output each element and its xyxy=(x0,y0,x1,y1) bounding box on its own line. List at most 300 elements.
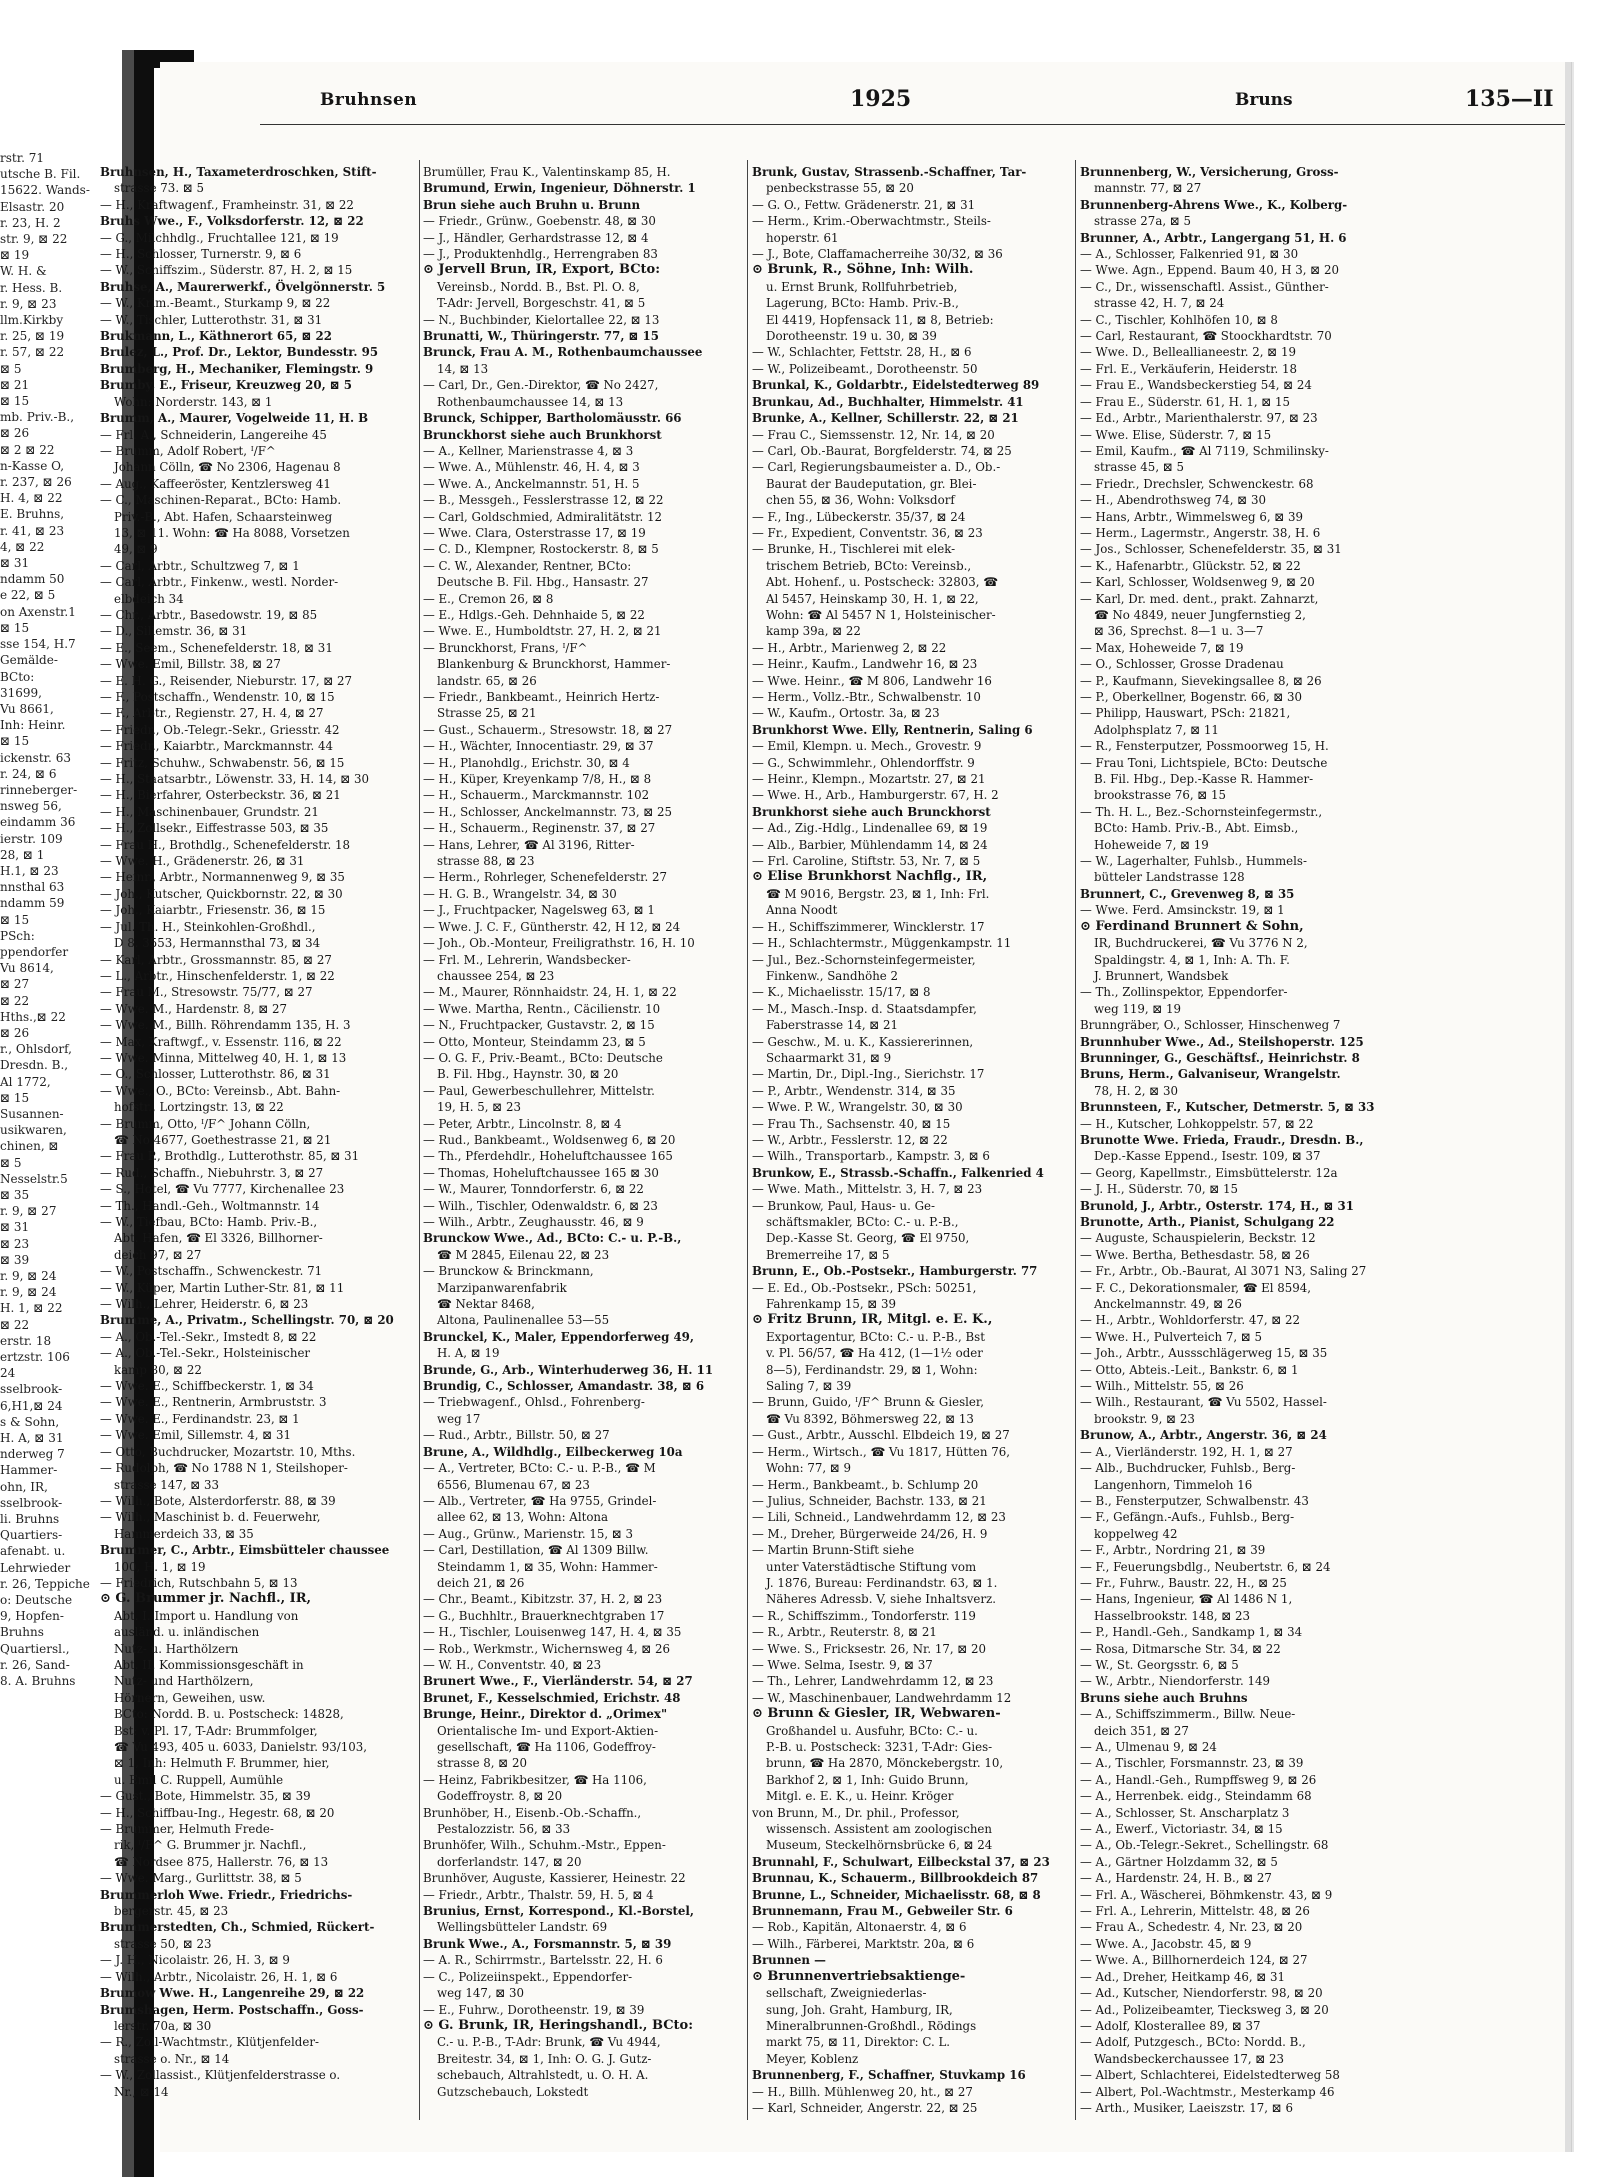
directory-entry: — E., Seem., Schenefelderstr. 18, ⊠ 31 xyxy=(100,640,333,655)
directory-entry: — Gust., Bote, Himmelstr. 35, ⊠ 39 xyxy=(100,1789,311,1804)
directory-entry: — Wwe. Minna, Mittelweg 40, H. 1, ⊠ 13 xyxy=(100,1050,347,1065)
prev-page-line: sse 154, H.7 xyxy=(0,637,76,652)
directory-entry-surname: Brunne, L., Schneider, Michaelisstr. 68, ⊠ 8 xyxy=(752,1887,1041,1902)
directory-entry: — A., Ob.-Telegr.-Sekret., Schellingstr. 68 xyxy=(1080,1838,1329,1853)
directory-entry: — B., Fensterputzer, Schwalbenstr. 43 xyxy=(1080,1493,1309,1508)
directory-entry: brookstrasse 76, ⊠ 15 xyxy=(1094,788,1227,803)
directory-entry-surname: Brumm, A., Maurer, Vogelweide 11, H. B xyxy=(100,411,369,426)
directory-entry: — Friedr., Bankbeamt., Heinrich Hertz- xyxy=(423,690,660,704)
prev-page-line: Susannen- xyxy=(0,1106,64,1121)
directory-entry: Wohn: ☎ Al 5457 N 1, Holsteinischer- xyxy=(766,607,996,622)
directory-entry: — Fr., Expedient, Conventstr. 36, ⊠ 23 xyxy=(752,525,983,540)
directory-entry: — E. Ed., Ob.-Postsekr., PSch: 50251, xyxy=(752,1280,977,1295)
directory-entry: ☎ Vu 8392, Böhmersweg 22, ⊠ 13 xyxy=(766,1411,974,1426)
directory-entry: Pestalozzistr. 56, ⊠ 33 xyxy=(437,1822,571,1837)
directory-entry: — Wwe. E., Rentnerin, Armbruststr. 3 xyxy=(100,1395,327,1410)
directory-entry-surname: Brumby, E., Friseur, Kreuzweg 20, ⊠ 5 xyxy=(100,378,353,393)
directory-entry: — Martin Brunn-Stift siehe xyxy=(752,1543,915,1558)
directory-entry: — Geschw., M. u. K., Kassiererinnen, xyxy=(752,1034,974,1049)
directory-entry: — Carl, Ob.-Baurat, Borgfelderstr. 74, ⊠ 25 xyxy=(752,443,1012,458)
directory-entry: — Albert, Schlachterei, Eidelstedterweg 58 xyxy=(1080,2068,1340,2083)
directory-entry: — Heinr., Arbtr., Normannenweg 9, ⊠ 35 xyxy=(100,870,345,885)
directory-entry: — W., Tischler, Lutterothstr. 31, ⊠ 31 xyxy=(100,312,323,327)
directory-entry: — Wwe. Marg., Gurlittstr. 38, ⊠ 5 xyxy=(100,1871,302,1886)
prev-page-line: Gemälde- xyxy=(0,653,58,668)
column-divider xyxy=(747,160,748,2120)
prev-page-line: str. 9, ⊠ 22 xyxy=(0,232,68,247)
directory-entry: H. A, ⊠ 19 xyxy=(437,1346,500,1361)
directory-entry: — Alb., Barbier, Mühlendamm 14, ⊠ 24 xyxy=(752,837,988,852)
directory-entry-surname: Bruns, Herm., Galvaniseur, Wrangelstr. xyxy=(1080,1067,1341,1082)
directory-entry: — Otto, Buchdrucker, Mozartstr. 10, Mths. xyxy=(100,1444,356,1459)
directory-entry: Großhandel u. Ausfuhr, BCto: C.- u. xyxy=(766,1723,978,1738)
directory-entry: — W., Schiffszim., Süderstr. 87, H. 2, ⊠ 15 xyxy=(100,263,353,278)
prev-page-line: ⊠ 21 xyxy=(0,377,30,392)
directory-entry: — Carl, Goldschmied, Admiralitätstr. 12 xyxy=(423,509,663,524)
directory-entry: Wellingsbütteler Landstr. 69 xyxy=(437,1920,608,1935)
directory-entry: dorferlandstr. 147, ⊠ 20 xyxy=(437,1854,582,1869)
directory-entry: Schaarmarkt 31, ⊠ 9 xyxy=(766,1050,892,1065)
directory-entry: — H., Staatsarbtr., Löwenstr. 33, H. 14, ⊠ 30 xyxy=(100,772,370,787)
prev-page-line: Lehrwieder xyxy=(0,1560,71,1575)
directory-entry-surname: Brunnsteen, F., Kutscher, Detmerstr. 5, ⊠ 33 xyxy=(1080,1100,1375,1115)
prev-page-line: Quartiers- xyxy=(0,1528,63,1543)
directory-entry: — Fr., Fuhrw., Baustr. 22, H., ⊠ 25 xyxy=(1080,1575,1287,1590)
directory-entry: — P., Handl.-Geh., Sandkamp 1, ⊠ 34 xyxy=(1080,1625,1303,1640)
directory-entry-surname: Brumund, Erwin, Ingenieur, Döhnerstr. 1 xyxy=(423,181,696,196)
directory-entry: — Wwe. Bertha, Bethesdastr. 58, ⊠ 26 xyxy=(1080,1247,1310,1262)
directory-entry: strasse 45, ⊠ 5 xyxy=(1094,460,1184,475)
directory-entry: Meyer, Koblenz xyxy=(766,2051,859,2066)
prev-page-line: llm.Kirkby xyxy=(0,313,64,328)
directory-column-4 xyxy=(1080,164,1400,2134)
prev-page-line: 6,H1,⊠ 24 xyxy=(0,1398,63,1413)
directory-entry: — A., Schlosser, St. Anscharplatz 3 xyxy=(1080,1805,1290,1820)
directory-entry: — Herm., Bankbeamt., b. Schlump 20 xyxy=(752,1477,979,1492)
prev-page-line: Nesselstr.5 xyxy=(0,1171,68,1186)
directory-entry: — K., Michaelisstr. 15/17, ⊠ 8 xyxy=(752,985,931,1000)
directory-entry: — W., Krim.-Beamt., Sturkamp 9, ⊠ 22 xyxy=(100,296,331,311)
directory-entry: — Carl, Arbtr., Finkenw., westl. Norder- xyxy=(100,575,339,590)
directory-entry: — Friedr., Arbtr., Thalstr. 59, H. 5, ⊠ 4 xyxy=(423,1887,654,1902)
directory-entry: Hoheweide 7, ⊠ 19 xyxy=(1094,837,1209,852)
directory-entry: — Carl, Regierungsbaumeister a. D., Ob.- xyxy=(752,460,1001,475)
prev-page-line: ierstr. 109 xyxy=(0,831,63,846)
directory-entry-surname: Brumüller, Frau K., Valentinskamp 85, H. xyxy=(423,165,671,179)
directory-entry: wissensch. Assistent am zoologischen xyxy=(766,1822,993,1837)
directory-entry: — W., Maschinenbauer, Landwehrdamm 12 xyxy=(752,1690,1012,1705)
directory-entry: — Arth., Musiker, Laeiszstr. 17, ⊠ 6 xyxy=(1080,2100,1293,2115)
directory-entry: — Otto, Monteur, Steindamm 23, ⊠ 5 xyxy=(423,1034,646,1049)
directory-entry: Mineralbrunnen-Großhdl., Rödings xyxy=(766,2018,977,2033)
directory-entry: — Wwe. Emil, Billstr. 38, ⊠ 27 xyxy=(100,657,281,672)
prev-page-line: s & Sohn, xyxy=(0,1414,60,1429)
directory-entry: ☎ No 4849, neuer Jungfernstieg 2, xyxy=(1094,607,1306,622)
directory-entry: chen 55, ⊠ 36, Wohn: Volksdorf xyxy=(766,493,955,508)
directory-entry: — Thomas, Hoheluftchaussee 165 ⊠ 30 xyxy=(423,1165,659,1180)
directory-entry: — W., Küper, Martin Luther-Str. 81, ⊠ 11 xyxy=(100,1280,345,1295)
directory-entry: hofstr., Lortzingstr. 13, ⊠ 22 xyxy=(114,1100,284,1115)
directory-entry: — Adolf, Putzgesch., BCto: Nordd. B., xyxy=(1080,2035,1306,2050)
directory-entry: ausländ. u. inländischen xyxy=(114,1625,260,1640)
directory-entry: — Wwe. Clara, Osterstrasse 17, ⊠ 19 xyxy=(423,525,646,540)
directory-entry: — G., Milchhdlg., Fruchtallee 121, ⊠ 19 xyxy=(100,230,339,245)
directory-entry: Museum, Steckelhörnsbrücke 6, ⊠ 24 xyxy=(766,1838,993,1853)
directory-entry: — Alb., Buchdrucker, Fuhlsb., Berg- xyxy=(1080,1461,1296,1476)
directory-entry: — C., Dr., wissenschaftl. Assist., Günther- xyxy=(1080,279,1329,294)
directory-entry-surname: Brumshagen, Herm. Postschaffn., Goss- xyxy=(100,2002,364,2017)
directory-entry: Wohn: 77, ⊠ 9 xyxy=(766,1461,851,1476)
directory-entry: — Wwe. A., Mühlenstr. 46, H. 4, ⊠ 3 xyxy=(423,460,640,475)
prev-page-line: Vu 8661, xyxy=(0,701,54,716)
directory-entry: — Wwe. Martha, Rentn., Cäcilienstr. 10 xyxy=(423,1001,661,1016)
directory-entry-firm: — Brunckhorst, Frans, ᴵ/F^ xyxy=(423,640,588,655)
directory-entry: Breitestr. 34, ⊠ 1, Inh: O. G. J. Gutz- xyxy=(437,2051,652,2066)
prev-page-line: ⊠ 23 xyxy=(0,1236,30,1251)
directory-entry: — Wwe. H., Grädenerstr. 26, ⊠ 31 xyxy=(100,854,305,869)
prev-page-line: ⊠ 35 xyxy=(0,1188,30,1202)
directory-entry: — H., Billh. Mühlenweg 20, ht., ⊠ 27 xyxy=(752,2084,973,2099)
directory-entry: koppelweg 42 xyxy=(1094,1526,1178,1541)
directory-entry: Johann Cölln, ☎ No 2306, Hagenau 8 xyxy=(114,460,341,475)
directory-entry: Baurat der Baudeputation, gr. Blei- xyxy=(766,476,977,491)
header-last-entry: Bruns xyxy=(1235,90,1293,110)
directory-entry: — Wilh., Tischler, Odenwaldstr. 6, ⊠ 23 xyxy=(423,1198,658,1213)
directory-entry: — Chr., Beamt., Kibitzstr. 37, H. 2, ⊠ 23 xyxy=(423,1592,663,1607)
directory-entry-surname: von Brunn, M., Dr. phil., Professor, xyxy=(752,1805,960,1820)
directory-entry: Nutz- und Harthölzern, xyxy=(114,1674,254,1689)
directory-entry: — Friedrich, Rutschbahn 5, ⊠ 13 xyxy=(100,1575,298,1590)
column-divider xyxy=(1075,160,1076,2120)
directory-entry: — W., Maurer, Tonndorferstr. 6, ⊠ 22 xyxy=(423,1182,644,1197)
directory-entry: Nutz- u. Harthölzern xyxy=(114,1641,239,1656)
directory-entry: — Wwe. H., Pulverteich 7, ⊠ 5 xyxy=(1080,1329,1262,1344)
prev-page-line: Inh: Heinr. xyxy=(0,718,66,733)
directory-entry: 49, ⊠ 9 xyxy=(114,542,158,557)
directory-entry: — Ad., Kutscher, Niendorferstr. 98, ⊠ 20 xyxy=(1080,1986,1323,2001)
prev-page-line: ⊠ 2 ⊠ 22 xyxy=(0,442,55,457)
directory-entry: — Heinr., Klempn., Mozartstr. 27, ⊠ 21 xyxy=(752,772,986,787)
directory-entry: Al 5457, Heinskamp 30, H. 1, ⊠ 22, xyxy=(766,591,979,606)
directory-entry: Blankenburg & Brunckhorst, Hammer- xyxy=(437,657,671,672)
directory-entry: — Rob., Werkmstr., Wichernsweg 4, ⊠ 26 xyxy=(423,1641,671,1656)
directory-entry: — M., Dreher, Bürgerweide 24/26, H. 9 xyxy=(752,1526,988,1541)
directory-entry: — Carl, Dr., Gen.-Direktor, ☎ No 2427, xyxy=(423,378,659,393)
directory-entry: — E. H. G., Reisender, Nieburstr. 17, ⊠ 27 xyxy=(100,673,353,688)
directory-entry: Finkenw., Sandhöhe 2 xyxy=(766,968,899,983)
prev-page-line: on Axenstr.1 xyxy=(0,604,76,619)
directory-entry: — W., Arbtr., Niendorferstr. 149 xyxy=(1080,1674,1271,1689)
prev-page-line: ⊠ 19 xyxy=(0,248,30,263)
directory-entry-surname: Brunatti, W., Thüringerstr. 77, ⊠ 15 xyxy=(423,329,659,344)
directory-entry: — Brunckow & Brinckmann, xyxy=(423,1264,594,1279)
directory-entry: — Wwe. Selma, Isestr. 9, ⊠ 37 xyxy=(752,1657,933,1672)
directory-entry-surname: Brulez, L., Prof. Dr., Lektor, Bundesstr. 95 xyxy=(100,345,379,360)
directory-entry: rik, ᴵ/F^ G. Brummer jr. Nachfl., xyxy=(114,1838,307,1853)
prev-page-line: e 22, ⊠ 5 xyxy=(0,588,56,603)
directory-entry-surname: Brummerloh Wwe. Friedr., Friedrichs- xyxy=(100,1887,353,1902)
directory-entry: — L., Arbtr., Hinschenfelderstr. 1, ⊠ 22 xyxy=(100,968,335,983)
directory-entry: — Carl, Destillation, ☎ Al 1309 Billw. xyxy=(423,1543,649,1558)
directory-entry: — E., Fuhrw., Dorotheenstr. 19, ⊠ 39 xyxy=(423,2002,645,2017)
directory-entry-surname: Brumberg, H., Mechaniker, Flemingstr. 9 xyxy=(100,361,374,376)
directory-entry: Abt. II. Kommissionsgeschäft in xyxy=(114,1657,304,1672)
directory-entry: bergerstr. 45, ⊠ 23 xyxy=(114,1904,229,1919)
directory-entry: — A., Schlosser, Falkenried 91, ⊠ 30 xyxy=(1080,247,1299,262)
directory-entry: — Wilh., Arbtr., Nicolaistr. 26, H. 1, ⊠ 6 xyxy=(100,1969,338,1984)
directory-entry: — Heinz, Fabrikbesitzer, ☎ Ha 1106, xyxy=(423,1772,647,1787)
directory-entry-firm: — Brumm, Adolf Robert, ᴵ/F^ xyxy=(100,443,276,458)
directory-entry: deich 351, ⊠ 27 xyxy=(1094,1723,1189,1738)
directory-entry-surname: Brunge, Heinr., Direktor d. „Orimex" xyxy=(423,1707,668,1722)
prev-page-line: r. 237, ⊠ 26 xyxy=(0,475,72,490)
directory-entry: — A., Ob.-Tel.-Sekr., Holsteinischer xyxy=(100,1346,311,1361)
directory-entry: — Wwe. D., Belleallianeestr. 2, ⊠ 19 xyxy=(1080,345,1296,360)
directory-entry-surname: Brunkow, E., Strassb.-Schaffn., Falkenried 4 xyxy=(752,1165,1044,1180)
directory-entry: — P., Oberkellner, Bogenstr. 66, ⊠ 30 xyxy=(1080,690,1302,704)
directory-entry-surname: Brunnenberg-Ahrens Wwe., K., Kolberg- xyxy=(1080,197,1348,212)
directory-entry: — G., Schwimmlehr., Ohlendorffstr. 9 xyxy=(752,755,975,770)
directory-entry: Lagerung, BCto: Hamb. Priv.-B., xyxy=(766,296,959,311)
directory-entry: schäftsmakler, BCto: C.- u. P.-B., xyxy=(766,1215,959,1229)
directory-entry: Wohn: Norderstr. 143, ⊠ 1 xyxy=(114,394,273,409)
prev-page-line: sselbrook- xyxy=(0,1495,63,1510)
directory-entry-surname: Brummerstedten, Ch., Schmied, Rückert- xyxy=(100,1920,375,1935)
prev-page-line: Hths.,⊠ 22 xyxy=(0,1009,66,1024)
directory-entry: strasse 50, ⊠ 23 xyxy=(114,1936,212,1951)
prev-page-line: Elsastr. 20 xyxy=(0,199,65,214)
directory-entry: deich 21, ⊠ 26 xyxy=(437,1575,525,1590)
prev-page-line: mb. Priv.-B., xyxy=(0,410,75,425)
directory-entry: — B., Messgeh., Fesslerstrasse 12, ⊠ 22 xyxy=(423,493,664,508)
directory-entry: — Rud., Schaffn., Niebuhrstr. 3, ⊠ 27 xyxy=(100,1165,324,1180)
prev-page-line: sselbrook- xyxy=(0,1382,63,1397)
directory-entry: — Fr., Arbtr., Ob.-Baurat, Al 3071 N3, Saling 27 xyxy=(1080,1264,1367,1279)
directory-entry: — W., Lagerhalter, Fuhlsb., Hummels- xyxy=(1080,854,1307,869)
directory-entry-surname: Bruhs Wwe., F., Volksdorferstr. 12, ⊠ 22 xyxy=(100,214,364,229)
directory-entry: B. Fil. Hbg., Haynstr. 30, ⊠ 20 xyxy=(437,1067,619,1082)
directory-entry: — Wwe. Emil, Sillemstr. 4, ⊠ 31 xyxy=(100,1428,291,1443)
directory-entry-surname: Brunck, Frau A. M., Rothenbaumchaussee xyxy=(423,345,703,360)
directory-entry: — Aug., Grünw., Marienstr. 15, ⊠ 3 xyxy=(423,1526,634,1541)
directory-entry: trischem Betrieb, BCto: Vereinsb., xyxy=(766,558,972,573)
directory-entry: — H., Kutscher, Lohkoppelstr. 57, ⊠ 22 xyxy=(1080,1116,1314,1131)
directory-entry: — A., Ewerf., Victoriastr. 34, ⊠ 15 xyxy=(1080,1822,1283,1837)
directory-entry-surname: Brunow, A., Arbtr., Angerstr. 36, ⊠ 24 xyxy=(1080,1428,1327,1443)
directory-entry: hoperstr. 61 xyxy=(766,230,839,245)
directory-entry-surname: Brunkal, K., Goldarbtr., Eidelstedterweg 89 xyxy=(752,378,1040,393)
prev-page-line: r. 9, ⊠ 24 xyxy=(0,1269,57,1284)
prev-page-line: ⊠ 39 xyxy=(0,1252,30,1267)
prev-page-line: usikwaren, xyxy=(0,1123,67,1138)
directory-entry: — J., Händler, Gerhardstrasse 12, ⊠ 4 xyxy=(423,230,649,245)
directory-entry: — Philipp, Hauswart, PSch: 21821, xyxy=(1080,706,1291,721)
directory-entry: — Wwe. Elise, Süderstr. 7, ⊠ 15 xyxy=(1080,427,1272,442)
directory-entry: — Th., Lehrer, Landwehrdamm 12, ⊠ 23 xyxy=(752,1674,994,1689)
directory-entry: Dep.-Kasse St. Georg, ☎ El 9750, xyxy=(766,1231,970,1246)
directory-entry: — W., Kaufm., Ortostr. 3a, ⊠ 23 xyxy=(752,706,940,721)
directory-entry: — W., Schlachter, Fettstr. 28, H., ⊠ 6 xyxy=(752,345,972,360)
directory-entry: — Rud., Arbtr., Billstr. 50, ⊠ 27 xyxy=(423,1428,610,1443)
directory-entry-surname: Brunhöber, H., Eisenb.-Ob.-Schaffn., xyxy=(423,1805,642,1820)
directory-entry: — Adolf, Klosterallee 89, ⊠ 37 xyxy=(1080,2018,1261,2033)
directory-entry-surname: Brumme, A., Privatm., Schellingstr. 70, ⊠ 20 xyxy=(100,1313,394,1328)
directory-entry: ⊠ 1, Inh: Helmuth F. Brummer, hier, xyxy=(114,1756,330,1771)
prev-page-line: 15622. Wands- xyxy=(0,183,90,198)
directory-entry-surname: Bruhnsen, H., Taxameterdroschken, Stift- xyxy=(100,165,377,179)
directory-entry: — Ed., Arbtr., Marienthalerstr. 97, ⊠ 23 xyxy=(1080,411,1318,426)
directory-entry: BCto: Hamb. Priv.-B., Abt. Eimsb., xyxy=(1094,821,1299,836)
prev-page-line: 4, ⊠ 22 xyxy=(0,539,45,554)
directory-entry: u. Emil C. Ruppell, Aumühle xyxy=(114,1772,284,1787)
directory-entry-firm: ⊙ Brunn & Giesler, IR, Webwaren- xyxy=(752,1706,1001,1722)
prev-page-line: ⊠ 22 xyxy=(0,1317,30,1332)
directory-entry: — G. O., Fettw. Grädenerstr. 21, ⊠ 31 xyxy=(752,197,976,212)
prev-page-line: ickenstr. 63 xyxy=(0,750,71,765)
directory-entry: Nr., ⊠ 14 xyxy=(114,2084,169,2099)
directory-entry: — W., Zollassist., Klütjenfelderstrasse o. xyxy=(100,2068,341,2083)
header-rule xyxy=(260,124,1565,125)
directory-entry: — Brunkow, Paul, Haus- u. Ge- xyxy=(752,1198,936,1213)
directory-entry: — Wwe. A., Anckelmannstr. 51, H. 5 xyxy=(423,476,640,491)
prev-page-line: Dresdn. B., xyxy=(0,1058,69,1073)
directory-entry: Mitgl. e. E. K., u. Heinr. Kröger xyxy=(766,1789,954,1804)
prev-page-line: ndamm 59 xyxy=(0,896,65,911)
directory-entry: — Aug., Kaffeeröster, Kentzlersweg 41 xyxy=(100,476,331,491)
directory-entry-surname: Brunn, E., Ob.-Postsekr., Hamburgerstr. 77 xyxy=(752,1264,1038,1279)
directory-entry: — H., Wächter, Innocentiastr. 29, ⊠ 37 xyxy=(423,739,654,754)
directory-entry: gesellschaft, ☎ Ha 1106, Godeffroy- xyxy=(437,1740,656,1754)
prev-page-line: nsweg 56, xyxy=(0,799,62,814)
directory-entry: — Otto, Abteis.-Leit., Bankstr. 6, ⊠ 1 xyxy=(1080,1362,1299,1377)
directory-entry: — A. R., Schirrmstr., Bartelsstr. 22, H. 6 xyxy=(423,1953,663,1968)
directory-entry: sung, Joh. Graht, Hamburg, IR, xyxy=(766,2002,953,2017)
directory-entry: markt 75, ⊠ 11, Direktor: C. L. xyxy=(766,2035,951,2050)
directory-entry-surname: Brunkhorst siehe auch Brunckhorst xyxy=(752,804,991,819)
directory-entry: — D., Sillemstr. 36, ⊠ 31 xyxy=(100,624,248,639)
prev-page-line: afenabt. u. xyxy=(0,1544,66,1559)
prev-page-line: H. A, ⊠ 31 xyxy=(0,1431,64,1446)
prev-page-line: 24 xyxy=(0,1366,16,1381)
directory-entry: unter Vaterstädtische Stiftung vom xyxy=(766,1559,977,1574)
directory-entry: — O., Schlosser, Grosse Dradenau xyxy=(1080,657,1284,672)
directory-entry: — H., Zollsekr., Eiffestrasse 503, ⊠ 35 xyxy=(100,821,329,836)
directory-entry: — Wilh., Bote, Alsterdorferstr. 88, ⊠ 39 xyxy=(100,1493,336,1508)
directory-entry: — A., Gärtner Holzdamm 32, ⊠ 5 xyxy=(1080,1854,1278,1869)
directory-entry: — Paul, Gewerbeschullehrer, Mittelstr. xyxy=(423,1083,655,1098)
directory-entry: — Wwe. A., Billhornerdeich 124, ⊠ 27 xyxy=(1080,1953,1308,1968)
directory-entry: — W., Arbtr., Fesslerstr. 12, ⊠ 22 xyxy=(752,1132,948,1147)
directory-entry: — A., Ob.-Tel.-Sekr., Imstedt 8, ⊠ 22 xyxy=(100,1329,317,1344)
directory-entry: — Frau P., Brothdlg., Lutterothstr. 85, ⊠ 31 xyxy=(100,1149,360,1164)
directory-entry: — Friedr., Kaiarbtr., Marckmannstr. 44 xyxy=(100,739,334,754)
scan-border-top xyxy=(0,0,1600,44)
directory-entry: — Wwe. E., Humboldtstr. 27, H. 2, ⊠ 21 xyxy=(423,624,662,639)
directory-entry: — W., Polizeibeamt., Dorotheenstr. 50 xyxy=(752,361,978,376)
prev-page-line: BCto: xyxy=(0,669,35,684)
directory-entry: strasse 147, ⊠ 33 xyxy=(114,1477,219,1492)
directory-entry: kamp 39a, ⊠ 22 xyxy=(766,624,861,639)
directory-entry: Orientalische Im- und Export-Aktien- xyxy=(437,1723,659,1738)
directory-entry: weg 119, ⊠ 19 xyxy=(1094,1001,1182,1016)
directory-entry-firm: ⊙ G. Brunk, IR, Heringshandl., BCto: xyxy=(423,2017,694,2033)
directory-entry: — Frl. A., Schneiderin, Langereihe 45 xyxy=(100,427,327,442)
directory-entry: — Th., Handl.-Geh., Woltmannstr. 14 xyxy=(100,1198,320,1213)
prev-page-line: H. 4, ⊠ 22 xyxy=(0,491,63,506)
prev-page-line: r. 24, ⊠ 6 xyxy=(0,766,57,781)
directory-entry: Vereinsb., Nordd. B., Bst. Pl. O. 8, xyxy=(437,279,640,294)
directory-entry: — P., Arbtr., Wendenstr. 314, ⊠ 35 xyxy=(752,1083,956,1098)
directory-entry-surname: Brunotte, Arth., Pianist, Schulgang 22 xyxy=(1080,1215,1335,1229)
prev-page-line: Hammer- xyxy=(0,1463,58,1478)
directory-entry: deich 97, ⊠ 27 xyxy=(114,1247,202,1262)
directory-entry-surname: Brunk Wwe., A., Forsmannstr. 5, ⊠ 39 xyxy=(423,1936,672,1951)
directory-entry: — Fritz, Schuhw., Schwabenstr. 56, ⊠ 15 xyxy=(100,755,345,770)
prev-page-line: r. 9, ⊠ 24 xyxy=(0,1285,57,1300)
directory-entry: strasse 27a, ⊠ 5 xyxy=(1094,214,1191,229)
directory-entry: — J., Produktenhdlg., Herrengraben 83 xyxy=(423,247,658,262)
prev-page-line: H.1, ⊠ 23 xyxy=(0,863,59,878)
directory-entry-surname: Brun siehe auch Bruhn u. Brunn xyxy=(423,197,641,212)
directory-entry: — H., Arbtr., Marienweg 2, ⊠ 22 xyxy=(752,640,947,655)
prev-page-line: r. 41, ⊠ 23 xyxy=(0,523,65,538)
directory-entry: — F. C., Dekorationsmaler, ☎ El 8594, xyxy=(1080,1280,1312,1295)
directory-entry-surname: Brunck, Schipper, Bartholomäusstr. 66 xyxy=(423,411,682,426)
directory-entry: 78, H. 2, ⊠ 30 xyxy=(1094,1083,1178,1098)
directory-entry: — Heinr., Kaufm., Landwehr 16, ⊠ 23 xyxy=(752,657,978,672)
directory-entry-firm: ⊙ Fritz Brunn, IR, Mitgl. e. E. K., xyxy=(752,1312,993,1328)
directory-entry: — F., Postschaffn., Wendenstr. 10, ⊠ 15 xyxy=(100,690,335,704)
directory-entry: — F., Ing., Lübeckerstr. 35/37, ⊠ 24 xyxy=(752,509,966,524)
prev-page-line: nnsthal 63 xyxy=(0,880,65,895)
directory-entry-surname: Brunold, J., Arbtr., Osterstr. 174, H., ⊠ 31 xyxy=(1080,1198,1354,1213)
directory-entry: 6556, Blumenau 67, ⊠ 23 xyxy=(437,1477,590,1492)
directory-entry: — Wilh., Mittelstr. 55, ⊠ 26 xyxy=(1080,1379,1244,1394)
prev-page-line: H. 1, ⊠ 22 xyxy=(0,1301,63,1316)
prev-page-line: r. 57, ⊠ 22 xyxy=(0,345,65,360)
directory-entry: Hasselbrookstr. 148, ⊠ 23 xyxy=(1094,1608,1251,1623)
directory-entry: — C., Maschinen-Reparat., BCto: Hamb. xyxy=(100,493,342,508)
directory-entry: J. 1876, Bureau: Ferdinandstr. 63, ⊠ 1. xyxy=(766,1575,998,1590)
directory-entry: — Rudolph, ☎ No 1788 N 1, Steilshoper- xyxy=(100,1461,348,1476)
prev-page-line: Quartiersl., xyxy=(0,1641,70,1656)
prev-page-line: o: Deutsche xyxy=(0,1593,73,1608)
directory-entry-firm: ⊙ Elise Brunkhorst Nachflg., IR, xyxy=(752,869,988,885)
prev-page-line: ⊠ 15 xyxy=(0,620,30,635)
directory-entry: sellschaft, Zweigniederlas- xyxy=(766,1986,927,2001)
directory-entry-surname: Brumow Wwe. H., Langenreihe 29, ⊠ 22 xyxy=(100,1986,365,2001)
directory-entry: — H. G. B., Wrangelstr. 34, ⊠ 30 xyxy=(423,886,617,901)
prev-page-line: rstr. 71 xyxy=(0,151,45,165)
directory-entry-firm: ⊙ Brunnenvertriebsaktienge- xyxy=(752,1968,966,1984)
directory-entry: — H., Bierfahrer, Osterbeckstr. 36, ⊠ 21 xyxy=(100,788,341,803)
prev-page-line: ppendorfer xyxy=(0,944,69,959)
directory-entry: — Friedr., Drechsler, Schwenckestr. 68 xyxy=(1080,476,1314,491)
directory-entry-surname: Brukmann, L., Käthnerort 65, ⊠ 22 xyxy=(100,329,332,344)
directory-entry: Abt. Hohenf., u. Postscheck: 32803, ☎ xyxy=(766,575,998,590)
directory-entry: strasse 88, ⊠ 23 xyxy=(437,854,535,869)
prev-page-line: r. 25, ⊠ 19 xyxy=(0,329,65,344)
directory-entry: Abt. Hafen, ☎ El 3326, Billhorner- xyxy=(114,1231,323,1246)
directory-entry: — Wilh., Maschinist b. d. Feuerwehr, xyxy=(100,1510,321,1525)
prev-page-line: utsche B. Fil. xyxy=(0,167,81,182)
directory-entry: — Frau A., Schedestr. 4, Nr. 23, ⊠ 20 xyxy=(1080,1920,1303,1935)
directory-entry: Anna Noodt xyxy=(766,903,838,918)
directory-entry: — Alb., Vertreter, ☎ Ha 9755, Grindel- xyxy=(423,1493,657,1508)
directory-entry: — F., Gefängn.-Aufs., Fuhlsb., Berg- xyxy=(1080,1510,1295,1525)
directory-entry: — Karl, Schlosser, Woldsenweg 9, ⊠ 20 xyxy=(1080,575,1315,590)
directory-entry: weg 17 xyxy=(437,1411,481,1426)
